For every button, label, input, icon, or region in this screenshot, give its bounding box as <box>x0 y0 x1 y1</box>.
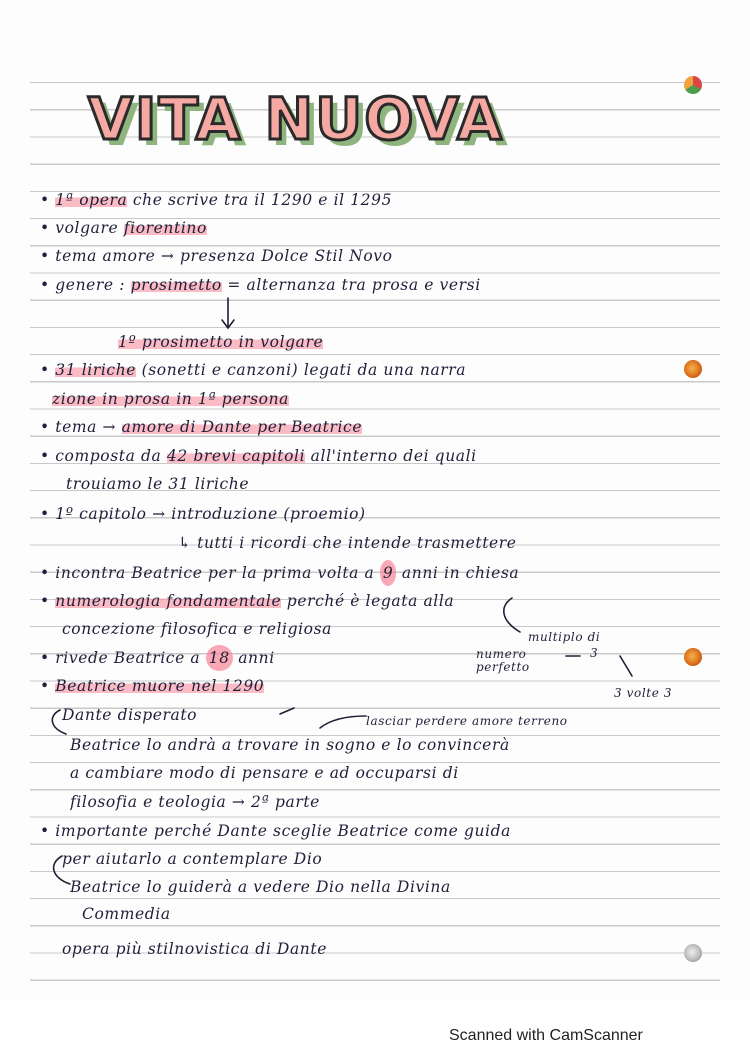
note-line: opera più stilnovistica di Dante <box>62 940 327 958</box>
note-line: filosofia e teologia → 2ª parte <box>70 793 320 811</box>
note-line: per aiutarlo a contemplare Dio <box>62 850 323 868</box>
note-line: • tema → amore di Dante per Beatrice <box>40 418 363 436</box>
note-line: Dante disperato <box>62 706 198 724</box>
annotation-numero-perfetto: numero perfetto <box>476 648 530 674</box>
scanner-watermark: Scanned with CamScanner <box>449 1027 643 1044</box>
annotation-three: 3 <box>590 646 599 660</box>
note-line: • rivede Beatrice a 18 anni <box>40 645 400 671</box>
note-line: Beatrice lo andrà a trovare in sogno e lo convincerà <box>70 736 510 754</box>
annotation-lasciar: lasciar perdere amore terreno <box>366 714 568 728</box>
arrow-icon <box>320 716 366 728</box>
note-line: • 1ª opera che scrive tra il 1290 e il 1295 <box>40 191 393 209</box>
bracket-icon <box>504 598 520 632</box>
note-line: • Beatrice muore nel 1290 <box>40 677 265 695</box>
arrow-icon <box>280 708 294 714</box>
bracket-icon <box>52 710 66 734</box>
note-line: 1º prosimetto in volgare <box>118 333 324 351</box>
note-line: • 31 liriche (sonetti e canzoni) legati da una narra <box>40 361 467 379</box>
note-line: • composta da 42 brevi capitoli all'interno dei quali <box>40 447 477 465</box>
page-title: VITA NUOVA <box>88 85 504 153</box>
note-line: • 1º capitolo → introduzione (proemio) <box>40 505 366 523</box>
note-line: Beatrice lo guiderà a vedere Dio nella Divina <box>70 878 451 896</box>
note-line: • numerologia fondamentale perché è legata alla <box>40 592 455 610</box>
note-line: • volgare fiorentino <box>40 219 207 237</box>
note-line: concezione filosofica e religiosa <box>62 620 333 638</box>
note-line: zione in prosa in 1ª persona <box>52 390 290 408</box>
note-line: trouiamo le 31 liriche <box>66 475 250 493</box>
note-line: • importante perché Dante sceglie Beatrice come guida <box>40 822 511 840</box>
annotation-multiplo: multiplo di <box>528 630 601 644</box>
note-line: • incontra Beatrice per la prima volta a 9 anni in chiesa <box>40 560 720 586</box>
annotation-tre-volte: 3 volte 3 <box>614 686 673 700</box>
bracket-icon <box>54 856 70 884</box>
note-line: • genere : prosimetto = alternanza tra prosa e versi <box>40 276 481 294</box>
note-line: Commedia <box>82 905 171 923</box>
arrow-down-icon <box>620 656 632 676</box>
note-line: • tema amore → presenza Dolce Stil Novo <box>40 247 393 265</box>
note-line: ↳ tutti i ricordi che intende trasmettere <box>178 534 517 552</box>
note-line: a cambiare modo di pensare e ad occuparsi di <box>70 764 459 782</box>
